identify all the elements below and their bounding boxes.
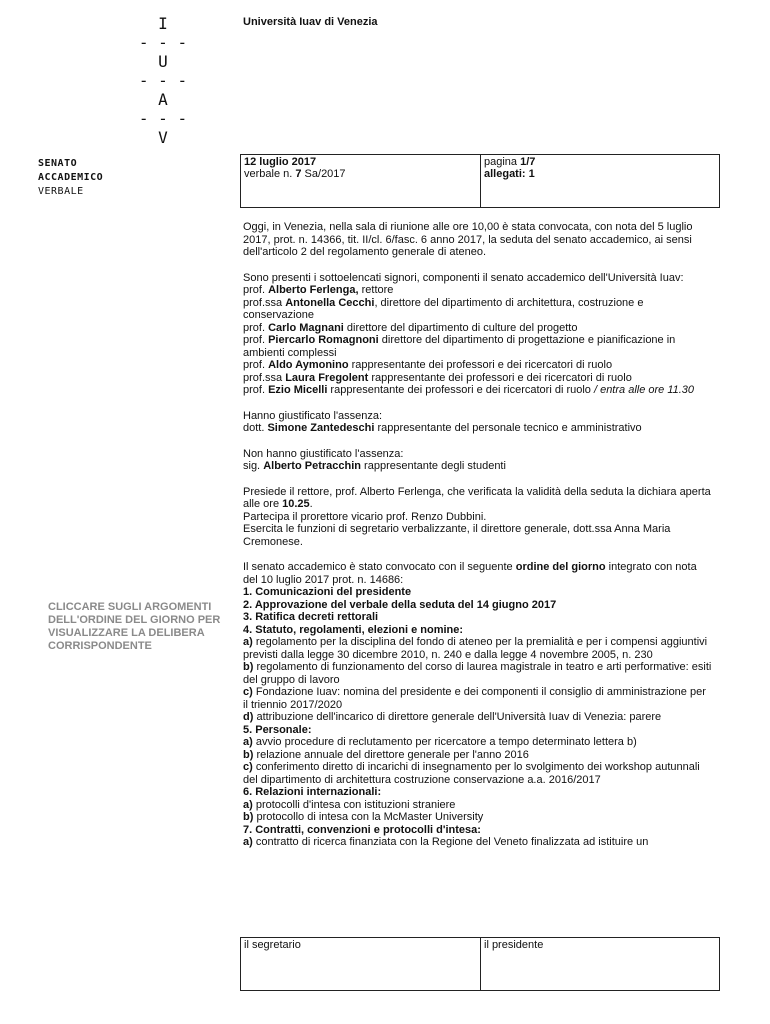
agenda-item[interactable]: 6. Relazioni internazionali: <box>243 786 382 798</box>
sidebar-verbale: VERBALE <box>38 186 84 197</box>
logo-letter-v: V <box>158 128 168 147</box>
agenda-list <box>243 586 713 849</box>
verbale-number: 7 <box>295 168 302 180</box>
agenda-item[interactable]: 7. Contratti, convenzioni e protocolli d'intesa: <box>243 823 481 836</box>
agenda-item[interactable]: 2. Approvazione del verbale della seduta del 14 giugno 2017 <box>243 598 557 611</box>
present-section: Sono presenti i sottoelencati signori, componenti il senato accademico dell'Università Iuav: prof. Alberto Ferlenga, rettore prof.ssa Antonella Cecchi, direttore del dipartimento di architettura, costruzione e conservazione prof. Carlo Magnani direttore del dipartimento di culture del progetto prof. Piercarlo Romagnoni direttore del dipartimento di progettazione e pianificazione in ambienti complessi prof. Aldo Aymonino rappresentante dei professori e dei ricercatori di ruolo prof.ssa Laura Fregolent rappresentante dei professori e dei ricercatori di ruolo prof. Ezio Micelli rappresentante dei professori e dei ricercatori di ruolo / entra alle ore 11.30 <box>243 272 713 397</box>
university-name: Università Iuav di Venezia <box>243 16 378 28</box>
agenda-item[interactable]: 1. Comunicazioni del presidente <box>243 586 412 598</box>
sidebar-senato: SENATO <box>38 158 78 169</box>
present-member: prof. Piercarlo Romagnoni direttore del dipartimento di progettazione e pianificazione in ambienti complessi <box>243 334 676 359</box>
agenda-subitem[interactable]: b) regolamento di funzionamento del corso di laurea magistrale in teatro e arti performative: esiti del gruppo di lavoro <box>243 661 712 686</box>
meeting-date-cell: 12 luglio 2017 verbale n. 7 Sa/2017 <box>241 155 481 208</box>
agenda-subitem[interactable]: a) protocolli d'intesa con istituzioni straniere <box>243 798 456 811</box>
agenda-item[interactable]: 3. Ratifica decreti rettorali <box>243 611 379 623</box>
intro-paragraph: Oggi, in Venezia, nella sala di riunione alle ore 10,00 è stata convocata, con nota del 5 luglio 2017, prot. n. 14366, tit. II/cl. 6/fasc. 6 anno 2017, la seduta del senato accademico, ai sensi dell'articolo 2 del regolamento generale di ateneo. <box>243 221 693 258</box>
agenda-subitem[interactable]: c) conferimento diretto di incarichi di insegnamento per lo svolgimento dei workshop autunnali del dipartimento di architettura costruzione conservazione a.a. 2016/2017 <box>243 761 700 786</box>
agenda-subitem[interactable]: b) relazione annuale del direttore generale per l'anno 2016 <box>243 748 529 761</box>
page-number: 1/7 <box>520 156 536 168</box>
present-member: prof. Carlo Magnani direttore del dipartimento di culture del progetto <box>243 321 578 334</box>
present-member: prof. Alberto Ferlenga, rettore <box>243 284 394 296</box>
logo-letter-i: I <box>158 14 168 33</box>
present-member: prof.ssa Antonella Cecchi, direttore del dipartimento di architettura, costruzione e conservazione <box>243 296 644 321</box>
justified-absence-section: Hanno giustificato l'assenza: dott. Simone Zantedeschi rappresentante del personale tecnico e amministrativo <box>243 409 642 434</box>
sidebar-accademico: ACCADEMICO <box>38 172 104 183</box>
present-member: prof. Ezio Micelli rappresentante dei professori e dei ricercatori di ruolo / entra alle ore 11.30 <box>243 384 695 396</box>
present-member: prof. Aldo Aymonino rappresentante dei professori e dei ricercatori di ruolo <box>243 359 613 371</box>
attachments-count: allegati: 1 <box>484 168 535 180</box>
agenda-subitem[interactable]: a) contratto di ricerca finanziata con la Regione del Veneto finalizzata ad istituire un <box>243 836 649 848</box>
minutes-body <box>243 221 713 849</box>
agenda-item[interactable]: 4. Statuto, regolamenti, elezioni e nomine: <box>243 623 464 636</box>
iuav-logo <box>138 14 188 147</box>
meeting-date: 12 luglio 2017 <box>244 156 317 168</box>
logo-dash: - - - <box>138 109 188 128</box>
present-member: prof.ssa Laura Fregolent rappresentante dei professori e dei ricercatori di ruolo <box>243 371 632 384</box>
agenda-section: Il senato accademico è stato convocato con il seguente ordine del giorno integrato con nota del 10 luglio 2017 prot. n. 14686: 1. Comunicazioni del presidente 2. Approvazione del verbale della seduta del 14 giugno 2017 3. Ratifica decreti rettorali 4. Statuto, regolamenti, elezioni e nomine: a) regolamento per la disciplina del fondo di ateneo per la premialità e per i compensi aggiuntivi previsti dalla legge 30 dicembre 2010, n. 240 e dalla legge 4 novembre 2005, n. 230 b) regolamento di funzionamento del corso di laurea magistrale in teatro e arti performative: esiti del gruppo di lavoro c) Fondazione Iuav: nomina del presidente e dei componenti il consiglio di amministrazione per il triennio 2017/2020 d) attribuzione dell'incarico di direttore generale dell'Università Iuav di Venezia: parere 5. Personale: a) avvio procedure di reclutamento per ricercatore a tempo determinato lettera b) b) relazione annuale del direttore generale per l'anno 2016 c) conferimento diretto di incarichi di insegnamento per lo svolgimento dei workshop autunnali del dipartimento di architettura costruzione conservazione a.a. 2016/2017 6. Relazioni internazionali: a) protocolli d'intesa con istituzioni straniere b) protocollo di intesa con la McMaster University 7. Contratti, convenzioni e protocolli d'intesa: a) contratto di ricerca finanziata con la Regione del Veneto finalizzata ad istituire un <box>243 561 712 848</box>
agenda-link-note: CLICCARE SUGLI ARGOMENTI DELL'ORDINE DEL GIORNO PER VISUALIZZARE LA DELIBERA CORRISPONDENTE <box>48 601 221 652</box>
logo-letter-a: A <box>158 90 168 109</box>
arrival-note: / entra alle ore 11.30 <box>590 384 695 396</box>
logo-dash: - - - <box>138 71 188 90</box>
document-type-label <box>38 157 103 199</box>
logo-letter-u: U <box>158 52 168 71</box>
meeting-info-box <box>240 154 720 208</box>
agenda-item[interactable]: 5. Personale: <box>243 723 312 736</box>
agenda-subitem[interactable]: a) regolamento per la disciplina del fondo di ateneo per la premialità e per i compensi aggiuntivi previsti dalla legge 30 dicembre 2010, n. 240 e dalla legge 4 novembre 2005, n. 230 <box>243 636 708 661</box>
unjustified-absence-section: Non hanno giustificato l'assenza: sig. Alberto Petracchin rappresentante degli studenti <box>243 447 506 472</box>
president-signature: il presidente <box>481 938 720 991</box>
agenda-subitem[interactable]: a) avvio procedure di reclutamento per ricercatore a tempo determinato lettera b) <box>243 736 637 748</box>
chair-section: Presiede il rettore, prof. Alberto Ferlenga, che verificata la validità della seduta la dichiara aperta alle ore 10.25. Partecipa il prorettore vicario prof. Renzo Dubbini. Esercita le funzioni di segretario verbalizzante, il direttore generale, dott.ssa Anna Maria Cremonese. <box>243 485 711 548</box>
logo-dash: - - - <box>138 33 188 52</box>
agenda-subitem[interactable]: d) attribuzione dell'incarico di direttore generale dell'Università Iuav di Venezia: parere <box>243 711 662 723</box>
signature-box <box>240 937 720 991</box>
page-info-cell: pagina 1/7 allegati: 1 <box>481 155 720 208</box>
agenda-subitem[interactable]: b) protocollo di intesa con la McMaster University <box>243 811 484 823</box>
secretary-signature: il segretario <box>241 938 481 991</box>
agenda-subitem[interactable]: c) Fondazione Iuav: nomina del presidente e dei componenti il consiglio di amministrazione per il triennio 2017/2020 <box>243 686 706 711</box>
